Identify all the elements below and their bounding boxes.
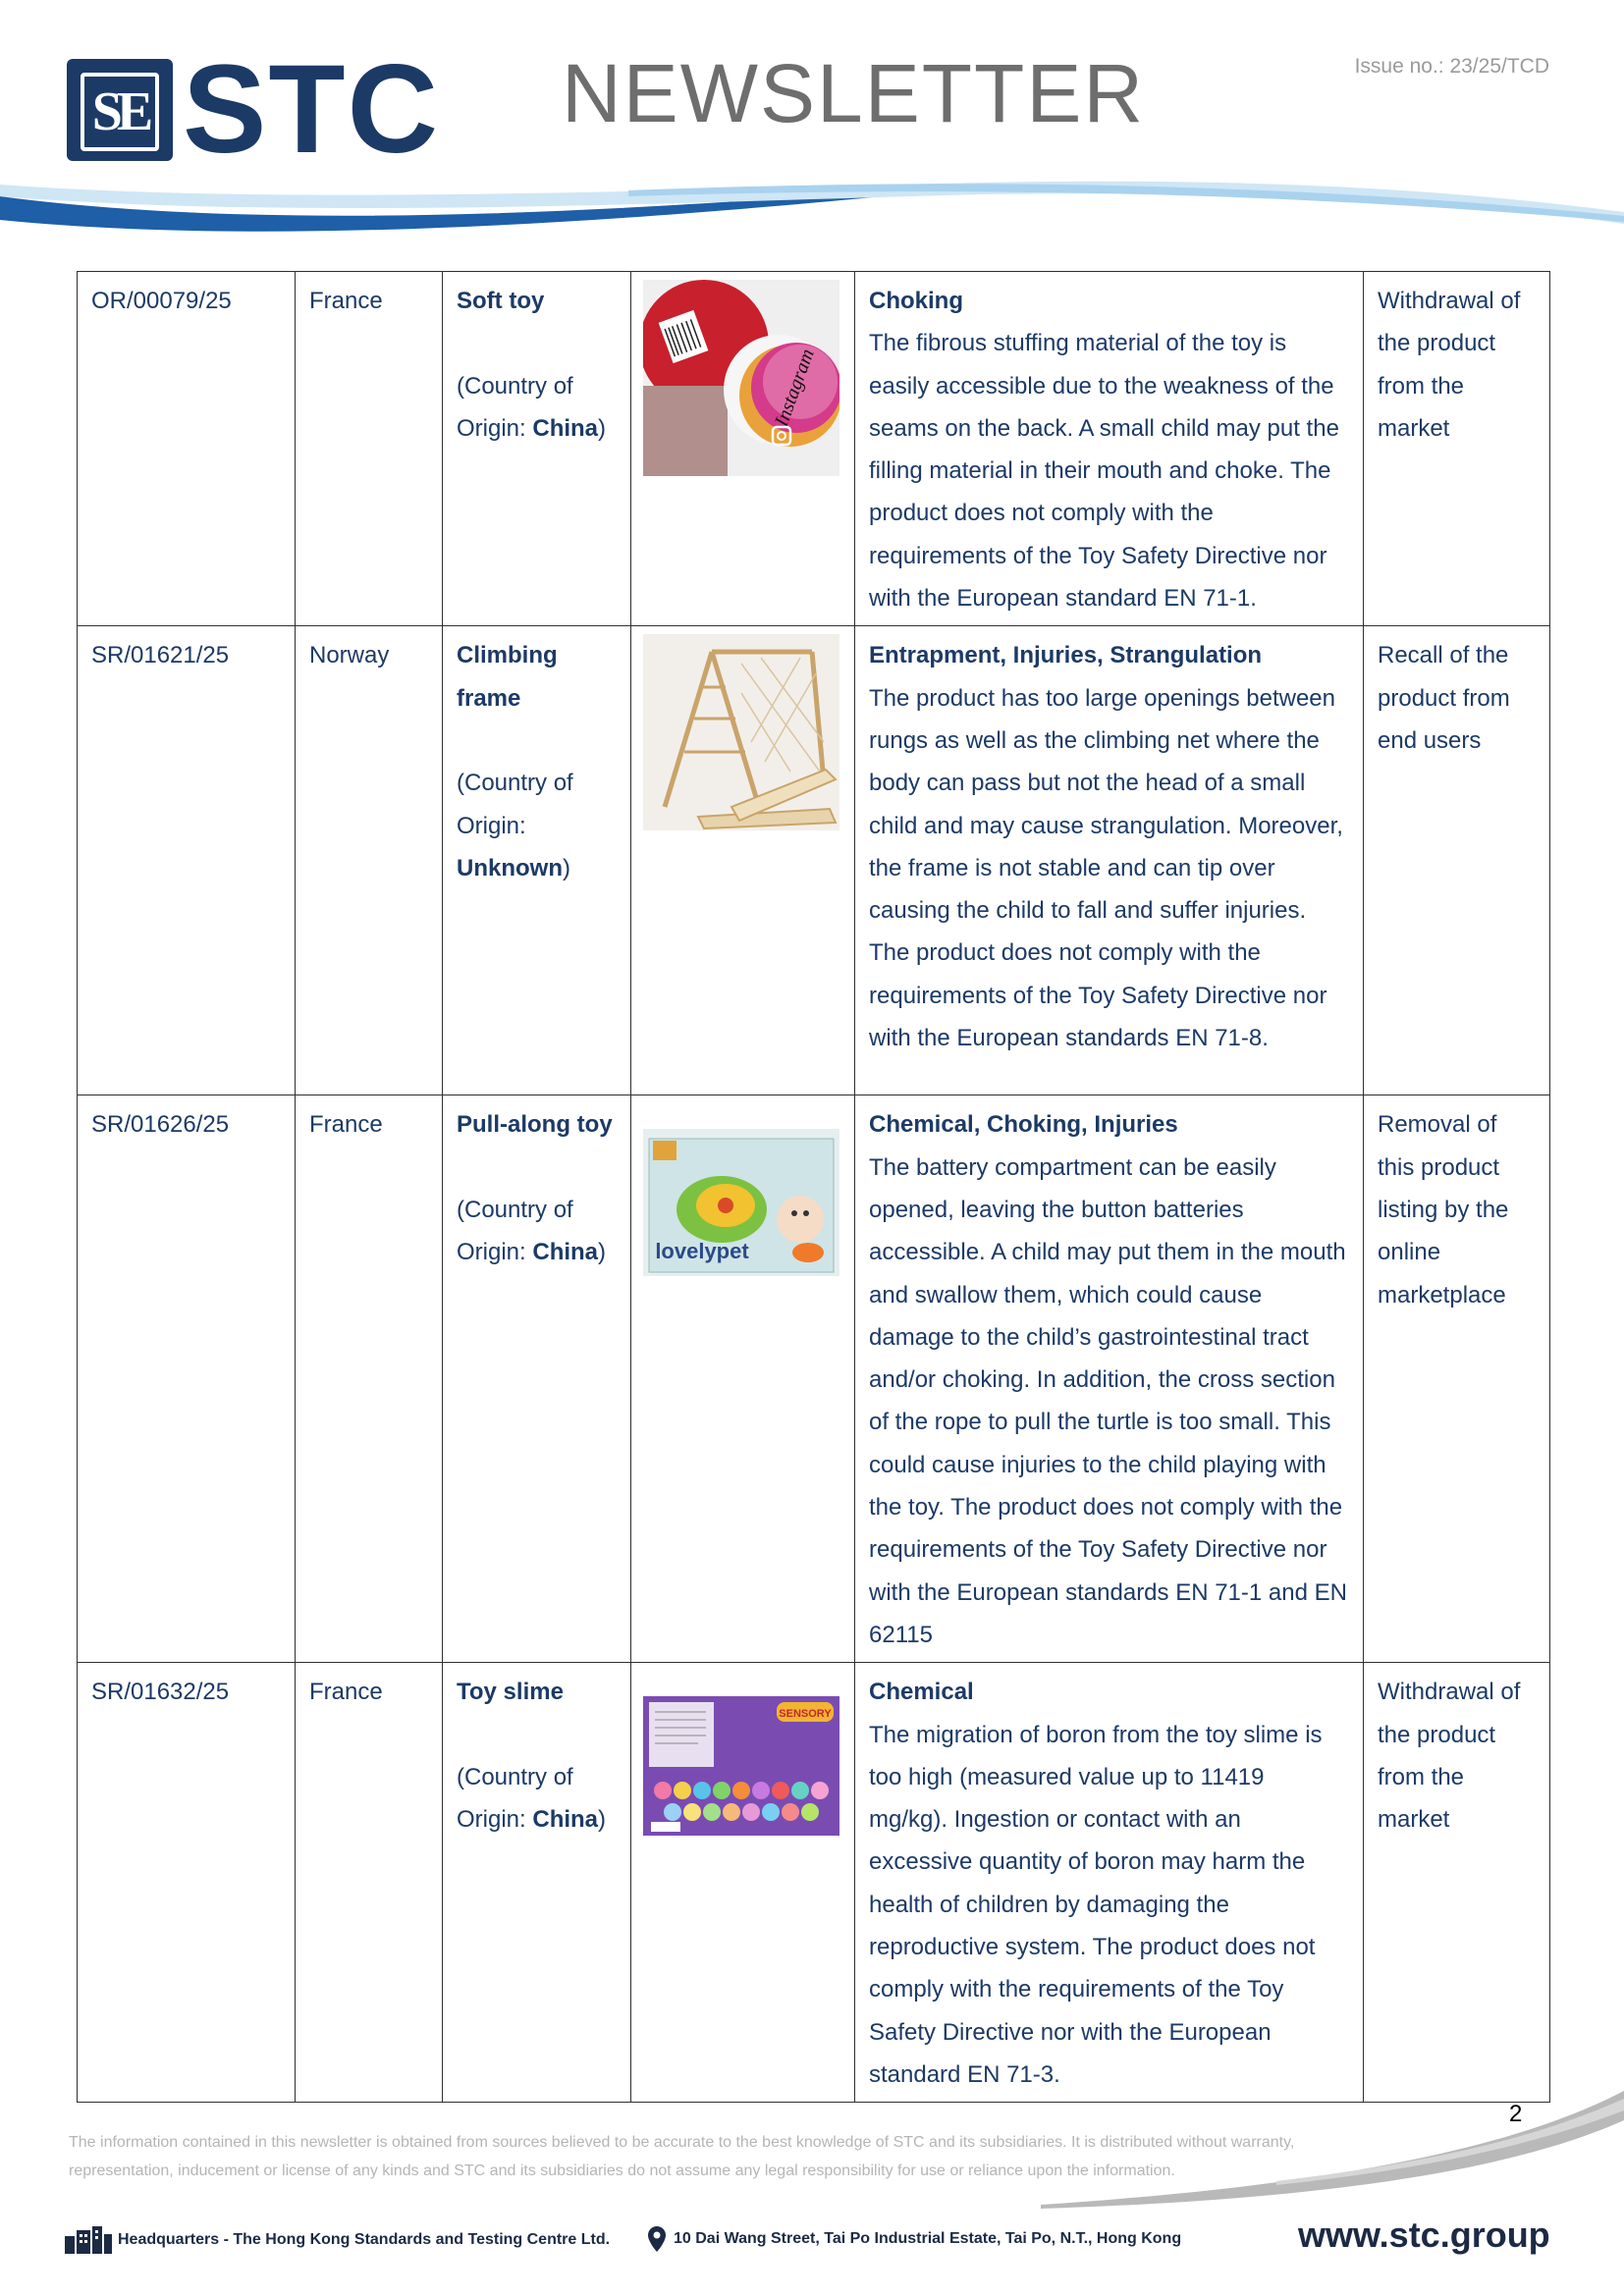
measure-cell: Recall of the product from end users: [1364, 626, 1550, 1095]
reference-cell: SR/01632/25: [78, 1663, 296, 2103]
page-number: 2: [1509, 2101, 1523, 2127]
reference-cell: SR/01626/25: [78, 1095, 296, 1663]
measure-cell: Withdrawal of the product from the market: [1364, 272, 1550, 626]
image-cell: [631, 1095, 855, 1663]
risk-description: The fibrous stuffing material of the toy is easily accessible due to the weakness of the seams on the back. A small child may put the filling material in their mouth and choke. The product does not comply with the requirements of the Toy Safety Directive nor with the European standard EN 71-1.: [869, 330, 1339, 613]
headquarters-line: [65, 2226, 610, 2254]
product-cell: [443, 1095, 631, 1663]
website-link[interactable]: www.stc.group: [1298, 2215, 1550, 2255]
page-title: NEWSLETTER: [562, 47, 1146, 139]
table-row: [78, 1663, 1550, 2103]
disclaimer: The information contained in this newsletter is obtained from sources believed to be accurate to the best knowledge of STC and its subsidiaries. It is distributed without warranty, representation, inducement or license of any kinds and STC and its subsidiaries do not assume any legal responsibility for use or reliance upon the information.: [69, 2134, 1295, 2179]
risk-description: The product has too large openings between rungs as well as the climbing net where the body can pass but not the head of a small child and may cause strangulation. Moreover, the frame is not stable and can tip over causing the child to fall and suffer injuries. The product does not comply with the requirements of the Toy Safety Directive nor with the European standards EN 71-8.: [869, 684, 1343, 1052]
country-cell: France: [296, 1663, 443, 2103]
origin-country: China: [532, 1239, 599, 1266]
country-cell: France: [296, 272, 443, 626]
risk-type: Chemical, Choking, Injuries: [869, 1111, 1178, 1139]
origin-label: (Country of: [457, 1196, 573, 1223]
image-cell: [631, 272, 855, 626]
risk-type: Chemical: [869, 1679, 974, 1706]
origin-label-2: Origin:: [457, 812, 526, 839]
table-row: [78, 1095, 1550, 1663]
product-cell: [443, 272, 631, 626]
issue-number: Issue no.: 23/25/TCD: [1354, 55, 1549, 78]
pull-along-toy-photo: [643, 1129, 839, 1276]
reference-cell: SR/01621/25: [78, 626, 296, 1095]
headquarters-text: Headquarters - The Hong Kong Standards and Testing Centre Ltd.: [118, 2231, 611, 2248]
address-text: 10 Dai Wang Street, Tai Po Industrial Estate, Tai Po, N.T., Hong Kong: [674, 2230, 1182, 2247]
origin-country: China: [532, 414, 599, 442]
origin-label: (Country of: [457, 372, 573, 400]
risk-description: The migration of boron from the toy slime is too high (measured value up to 11419 mg/kg). Ingestion or contact with an excessive quantity of boron may harm the health of children by damaging the reproductive system. The product does not comply with the requirements of the Toy Safety Directive nor with the European standard EN 71-3.: [869, 1721, 1323, 2088]
address-line: [648, 2226, 1181, 2252]
risk-cell: [855, 1663, 1364, 2103]
risk-type: Choking: [869, 288, 963, 314]
origin-close: ): [598, 1239, 607, 1266]
risk-cell: [855, 626, 1364, 1095]
risk-description: The battery compartment can be easily opened, leaving the button batteries accessible. A child may put them in the mouth and swallow them, which could cause damage to the child’s gastrointestinal tract and/or choking. In addition, the cross section of the rope to pull the turtle is too small. This could cause injuries to the child playing with the toy. The product does not comply with the requirements of the Toy Safety Directive nor with the European standards EN 71-1 and EN 62115: [869, 1153, 1347, 1648]
product-cell: [443, 1663, 631, 2103]
stc-logo-mark-text: SE: [81, 73, 159, 151]
toy-slime-photo: [643, 1696, 839, 1836]
risk-cell: [855, 272, 1364, 626]
product-name: Climbing frame: [457, 642, 558, 712]
pull-along-brand-text: lovelypet: [655, 1239, 749, 1264]
product-name: Soft toy: [457, 288, 545, 314]
origin-label-2: Origin:: [457, 1239, 533, 1266]
building-icon: [65, 2226, 112, 2254]
recall-table: [77, 271, 1550, 2103]
origin-label: (Country of: [457, 770, 573, 797]
stc-logo-wordmark: STC: [183, 39, 440, 180]
image-cell: [631, 1663, 855, 2103]
origin-close: ): [598, 414, 607, 442]
product-name: Pull-along toy: [457, 1111, 613, 1139]
table-row: [78, 626, 1550, 1095]
product-cell: [443, 626, 631, 1095]
measure-cell: Removal of this product listing by the online marketplace: [1364, 1095, 1550, 1663]
origin-country: Unknown: [457, 854, 563, 881]
climbing-frame-photo: [643, 634, 839, 830]
risk-cell: [855, 1095, 1364, 1663]
slime-brand-text: SENSORY: [779, 1708, 832, 1721]
country-cell: Norway: [296, 626, 443, 1095]
origin-close: ): [598, 1806, 607, 1834]
risk-type: Entrapment, Injuries, Strangulation: [869, 642, 1263, 669]
stc-logo: [67, 39, 463, 180]
origin-label-2: Origin:: [457, 1806, 533, 1834]
measure-cell: Withdrawal of the product from the market: [1364, 1663, 1550, 2103]
product-name: Toy slime: [457, 1679, 564, 1706]
origin-country: China: [532, 1806, 599, 1834]
location-pin-icon: [648, 2226, 666, 2252]
table-row: [78, 272, 1550, 626]
image-cell: [631, 626, 855, 1095]
stc-logo-mark: [67, 59, 173, 161]
header-swoosh-decoration: [0, 177, 1624, 255]
soft-toy-photo: [643, 280, 839, 476]
country-cell: France: [296, 1095, 443, 1663]
origin-label-2: Origin:: [457, 414, 533, 442]
origin-close: ): [563, 854, 570, 881]
reference-cell: OR/00079/25: [78, 272, 296, 626]
soft-toy-tag-text: Instagram: [770, 346, 819, 430]
origin-label: (Country of: [457, 1763, 573, 1790]
